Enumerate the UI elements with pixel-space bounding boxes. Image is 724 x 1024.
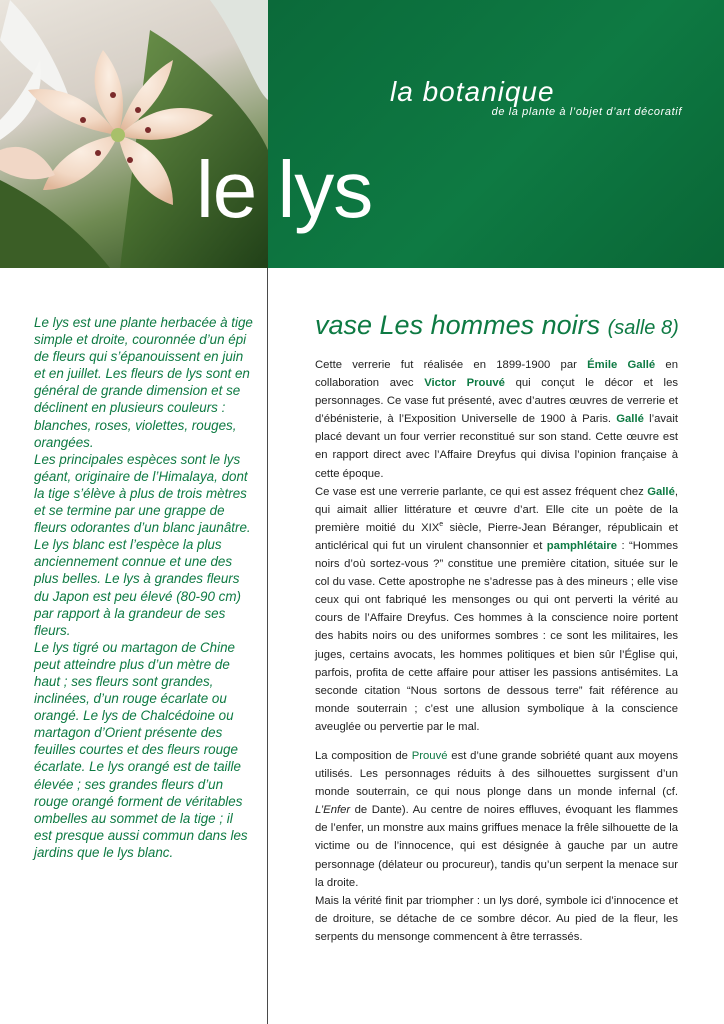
highlight-word: pamphlétaire (546, 539, 618, 552)
intro-paragraph: Le lys tigré ou martagon de Chine peut atteindre plus d’un mètre de haut ; ses fleurs sont grandes, inclinées, d’un rouge écarlate ou orangé. Le lys de Chalcédoine ou martagon d’Orient présente des feuilles courtes et des fleurs rouge écarlate. Le lys orangé est de taille élevée ; ses grandes fleurs d’un rouge orangé forment de véritables ombelles au sommet de la tige ; il est presque aussi commun dans les jardins que le lys blanc. (34, 639, 248, 860)
intro-text (34, 314, 254, 861)
article-paragraph (315, 483, 678, 736)
section-subtitle: de la plante à l’objet d’art décoratif (491, 106, 682, 118)
text-run: est d’une grande sobriété quant aux moyens utilisés. Les personnages réduits à des silhouettes surgissent d’un monde souterrain, ce qui nous plonge dans un monde infernal (cf. (315, 749, 678, 799)
intro-paragraph: Les principales espèces sont le lys géant, originaire de l’Himalaya, dont la tige s’élève à plus de trois mètres et se termine par une grappe de fleurs odorantes d’un blanc jaunâtre. Le lys blanc est l’espèce la plus anciennement connue et une des plus belles. Le lys à grandes fleurs du Japon est peu élevé (80-90 cm) par rapport à la grandeur de ses fleurs. (34, 451, 251, 638)
column-divider (267, 268, 268, 1024)
section-title: la botanique (390, 76, 555, 107)
artist-name: Émile Gallé (587, 359, 656, 371)
text-run: de Dante). Au centre de noires effluves, évoquant les flammes de l’enfer, un monstre aux mains griffues menace la frêle silhouette de la victime ou de l’innocence, qui est désignée à gauche par un autre personnage (délateur ou procureur), tandis qu’un serpent la menace sur la droite. (315, 804, 678, 889)
intro-paragraph: Le lys est une plante herbacée à tige simple et droite, couronnée d’un épi de fleurs qui s’épanouissent en juin et en juillet. Les fleurs de lys sont en général de grande dimension et se déclinent en plusieurs couleurs : blanches, roses, violettes, rouges, orangées. (34, 315, 253, 450)
century-superscript: e (439, 521, 444, 529)
artist-name: Gallé (647, 485, 675, 498)
text-run: qui conçut le décor et les personnages. Ce vase fut présenté, avec d’autres œuvres de verrerie et d’ébénisterie, à l’Exposition Universelle de 1900 à Paris. (315, 377, 679, 426)
page-title: le lys (196, 145, 373, 234)
work-title: L’Enfer (315, 804, 351, 817)
article-paragraph: Mais la vérité finit par triompher : un lys doré, symbole ici d’innocence et de droiture, se détache de ce sombre décor. Au pied de la fleur, les serpents du mensonge commencent à être terrassés. (315, 894, 678, 943)
text-run: Ce vase est une verrerie parlante, ce qui est assez fréquent chez (315, 485, 648, 498)
text-run: La composition de (315, 749, 412, 762)
article-title (315, 310, 679, 341)
article-title-text: vase Les hommes noirs (315, 310, 601, 340)
text-run: l’avait placé devant un four verrier reconstitué sur son stand. Cette œuvre est en rapport direct avec l’Affaire Dreyfus qui divisa l’opinion française à cette époque. (315, 413, 678, 480)
text-run: siècle, Pierre-Jean Béranger, républicain et anticlérical qui fut un virulent chansonnier et (315, 521, 679, 552)
text-run: : “Hommes noirs d’où sortez-vous ?” constitue une première citation, située sur le col du vase. Cette apostrophe ne s’adresse pas à des mineurs ; elle vise ceux qui ont fabriqué les mensonges ou qui ont perverti la vérité au cours de l’Affaire Dreyfus. Ces hommes à la conscience noire portent des habits noirs ou des uniformes sombres : ce sont les militaires, les juges, certains avocats, les hommes politiques et bien sûr l’Église qui, parfois, profita de cette affaire pour attiser les passions antisémites. La seconde citation “Nous sortons de dessous terre” fait référence au monde souterrain ; c’est une allusion symbolique à la conscience aveuglée ou pervertie par le mal. (315, 539, 678, 733)
artist-name: Victor Prouvé (424, 377, 505, 390)
room-note: (salle 8) (607, 317, 679, 339)
text-run: en collaboration avec (315, 359, 678, 390)
article-paragraph (315, 747, 678, 892)
article-paragraph (315, 356, 678, 483)
article-body (315, 356, 678, 946)
text-run: Cette verrerie fut réalisée en 1899-1900 par (315, 359, 588, 371)
text-run: , qui aimait allier littérature et œuvre d’art. Elle cite un poète de la première moitié du XIX (315, 485, 678, 534)
paragraph-gap (315, 736, 678, 747)
artist-name: Prouvé (411, 749, 448, 762)
artist-name: Gallé (616, 413, 644, 426)
